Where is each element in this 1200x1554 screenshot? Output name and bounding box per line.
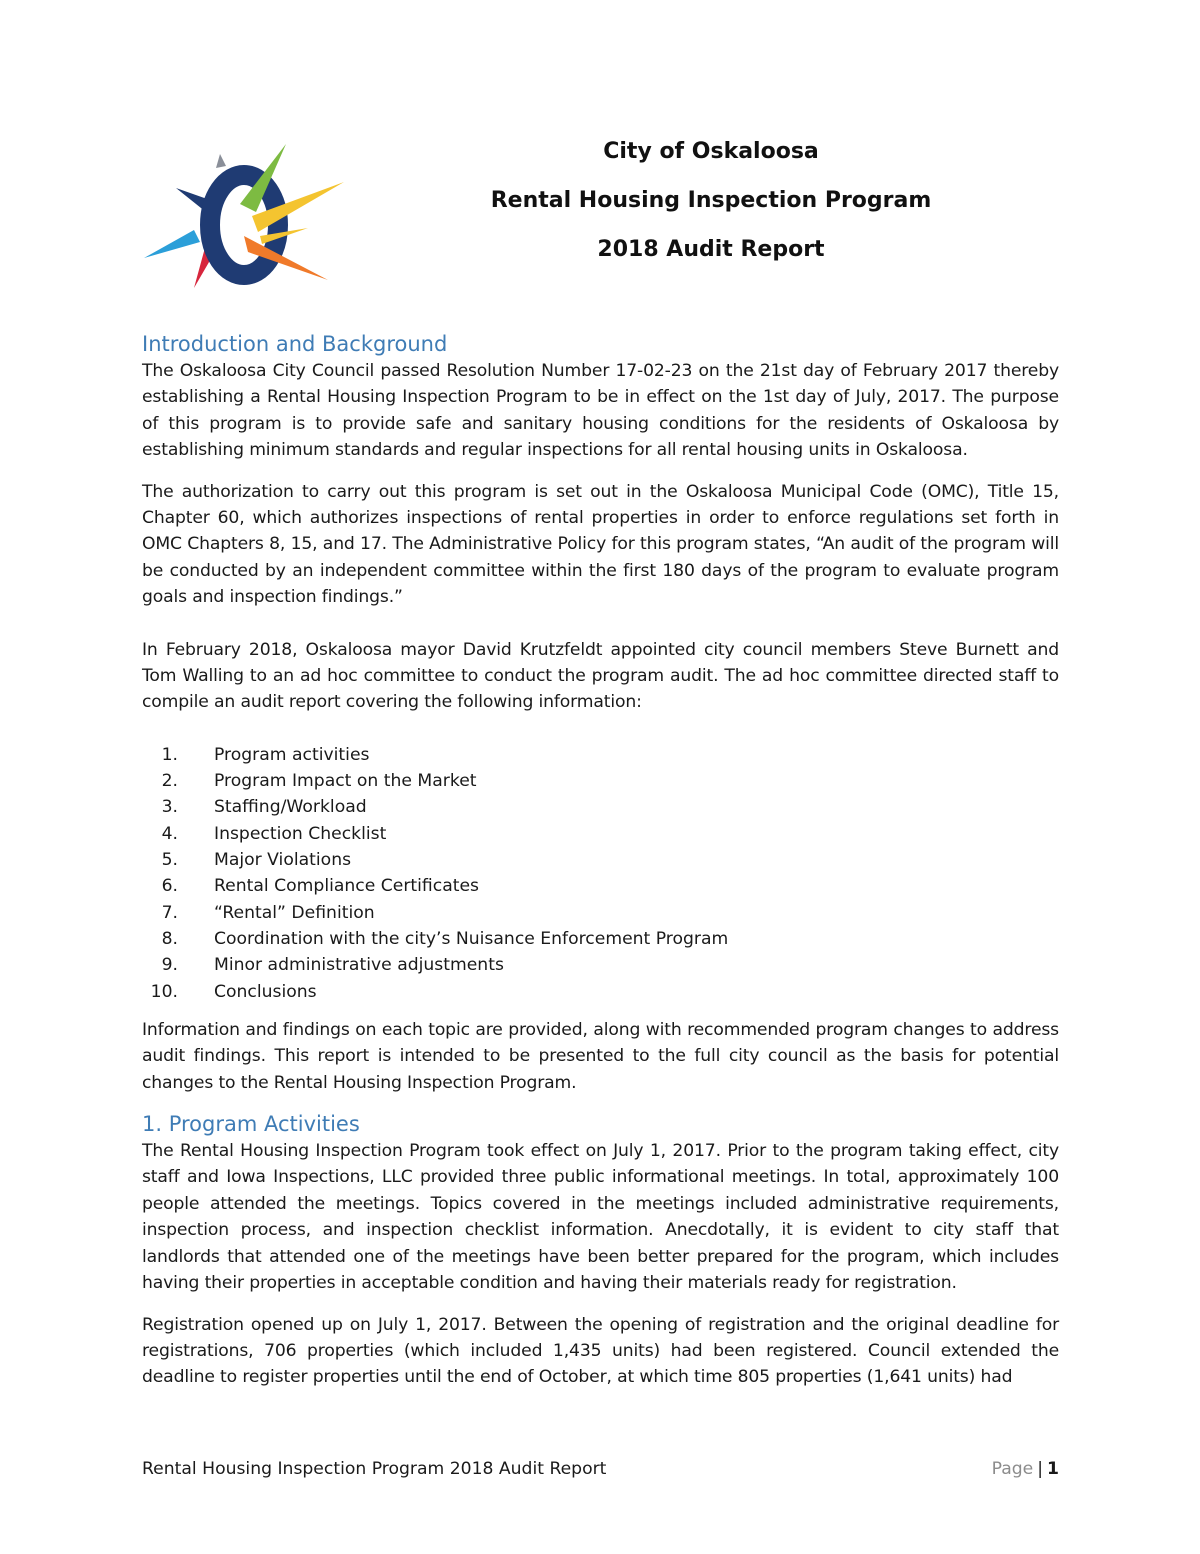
main-content bbox=[142, 330, 1059, 1391]
list-item bbox=[144, 821, 1059, 847]
list-item-text: Coordination with the city’s Nuisance Enforcement Program bbox=[214, 928, 729, 949]
footer-report-title: Rental Housing Inspection Program 2018 Audit Report bbox=[142, 1459, 607, 1479]
list-item-number: 10. bbox=[150, 981, 178, 1002]
title-program: Rental Housing Inspection Program bbox=[490, 188, 932, 213]
list-item bbox=[144, 794, 1059, 820]
list-item bbox=[144, 926, 1059, 952]
intro-paragraph-1: The Oskaloosa City Council passed Resolution Number 17-02-23 on the 21st day of February 2017 thereby establishing a Rental Housing Inspection Program to be in effect on the 1st day of July, 2017. The purpose of this program is to provide safe and sanitary housing conditions for the residents of Oskaloosa by establishing minimum standards and regular inspections for all rental housing units in Oskaloosa. bbox=[142, 361, 1059, 461]
section-1-paragraph-2: Registration opened up on July 1, 2017. Between the opening of registration and the original deadline for registrations, 706 properties (which included 1,435 units) had been registered. Council extended the deadline to register properties until the end of October, at which time 805 properties (1,641 units) had bbox=[142, 1314, 1059, 1388]
list-item-number: 2. bbox=[161, 771, 178, 792]
section-1-paragraph-1: The Rental Housing Inspection Program took effect on July 1, 2017. Prior to the program taking effect, city staff and Iowa Inspections, LLC provided three public informational meetings. In total, approximately 100 people attended the meetings. Topics covered in the meetings included administrative requirements, inspection process, and inspection checklist information. Anecdotally, it is evident to city staff that landlords that attended one of the meetings have been better prepared for the program, which includes having their properties in acceptable condition and having their materials ready for registration. bbox=[142, 1141, 1059, 1294]
list-item bbox=[144, 900, 1059, 926]
list-item-text: “Rental” Definition bbox=[214, 902, 375, 923]
footer-separator: | bbox=[1037, 1459, 1044, 1479]
list-item-text: Rental Compliance Certificates bbox=[214, 876, 480, 897]
list-item-text: Minor administrative adjustments bbox=[214, 955, 504, 976]
report-title-block bbox=[470, 140, 952, 287]
list-item-number: 6. bbox=[161, 876, 178, 897]
list-item-number: 4. bbox=[161, 823, 178, 844]
list-item-number: 3. bbox=[161, 797, 178, 818]
list-item-number: 7. bbox=[161, 902, 178, 923]
list-item-number: 1. bbox=[161, 744, 178, 765]
list-item-text: Major Violations bbox=[214, 850, 352, 871]
intro-paragraph-2: The authorization to carry out this program is set out in the Oskaloosa Municipal Code (OMC), Title 15, Chapter 60, which authorizes inspections of rental properties in order to enforce regulations set forth in OMC Chapters 8, 15, and 17. The Administrative Policy for this program states, “An audit of the program will be conducted by an independent committee within the first 180 days of the program to evaluate program goals and inspection findings.” bbox=[142, 481, 1059, 608]
intro-heading: Introduction and Background bbox=[142, 332, 448, 356]
list-item bbox=[144, 742, 1059, 768]
footer-page-number: 1 bbox=[1047, 1459, 1059, 1479]
list-item bbox=[144, 847, 1059, 873]
city-logo-icon bbox=[140, 140, 350, 295]
intro-paragraph-3: In February 2018, Oskaloosa mayor David Krutzfeldt appointed city council members Steve Burnett and Tom Walling to an ad hoc committee to conduct the program audit. The ad hoc committee directed staff to compile an audit report covering the following information: bbox=[142, 639, 1059, 713]
footer-page-indicator bbox=[992, 1456, 1059, 1482]
list-item-text: Conclusions bbox=[214, 981, 317, 1002]
list-item-text: Program activities bbox=[214, 744, 370, 765]
list-item-text: Program Impact on the Market bbox=[214, 771, 477, 792]
list-item-text: Staffing/Workload bbox=[214, 797, 367, 818]
list-item-number: 5. bbox=[161, 850, 178, 871]
list-item-number: 9. bbox=[161, 955, 178, 976]
intro-paragraph-4: Information and findings on each topic are provided, along with recommended program changes to address audit findings. This report is intended to be presented to the full city council as the basis for potential changes to the Rental Housing Inspection Program. bbox=[142, 1019, 1059, 1093]
list-item bbox=[144, 979, 1059, 1005]
section-1-heading: 1. Program Activities bbox=[142, 1112, 360, 1137]
list-item bbox=[144, 873, 1059, 899]
title-city: City of Oskaloosa bbox=[603, 139, 819, 164]
list-item bbox=[144, 952, 1059, 978]
page-footer bbox=[142, 1456, 1059, 1484]
audit-topics-list bbox=[144, 742, 1059, 1005]
footer-page-label: Page bbox=[991, 1459, 1034, 1479]
list-item bbox=[144, 768, 1059, 794]
title-report: 2018 Audit Report bbox=[597, 237, 825, 262]
list-item-number: 8. bbox=[161, 928, 178, 949]
list-item-text: Inspection Checklist bbox=[214, 823, 387, 844]
